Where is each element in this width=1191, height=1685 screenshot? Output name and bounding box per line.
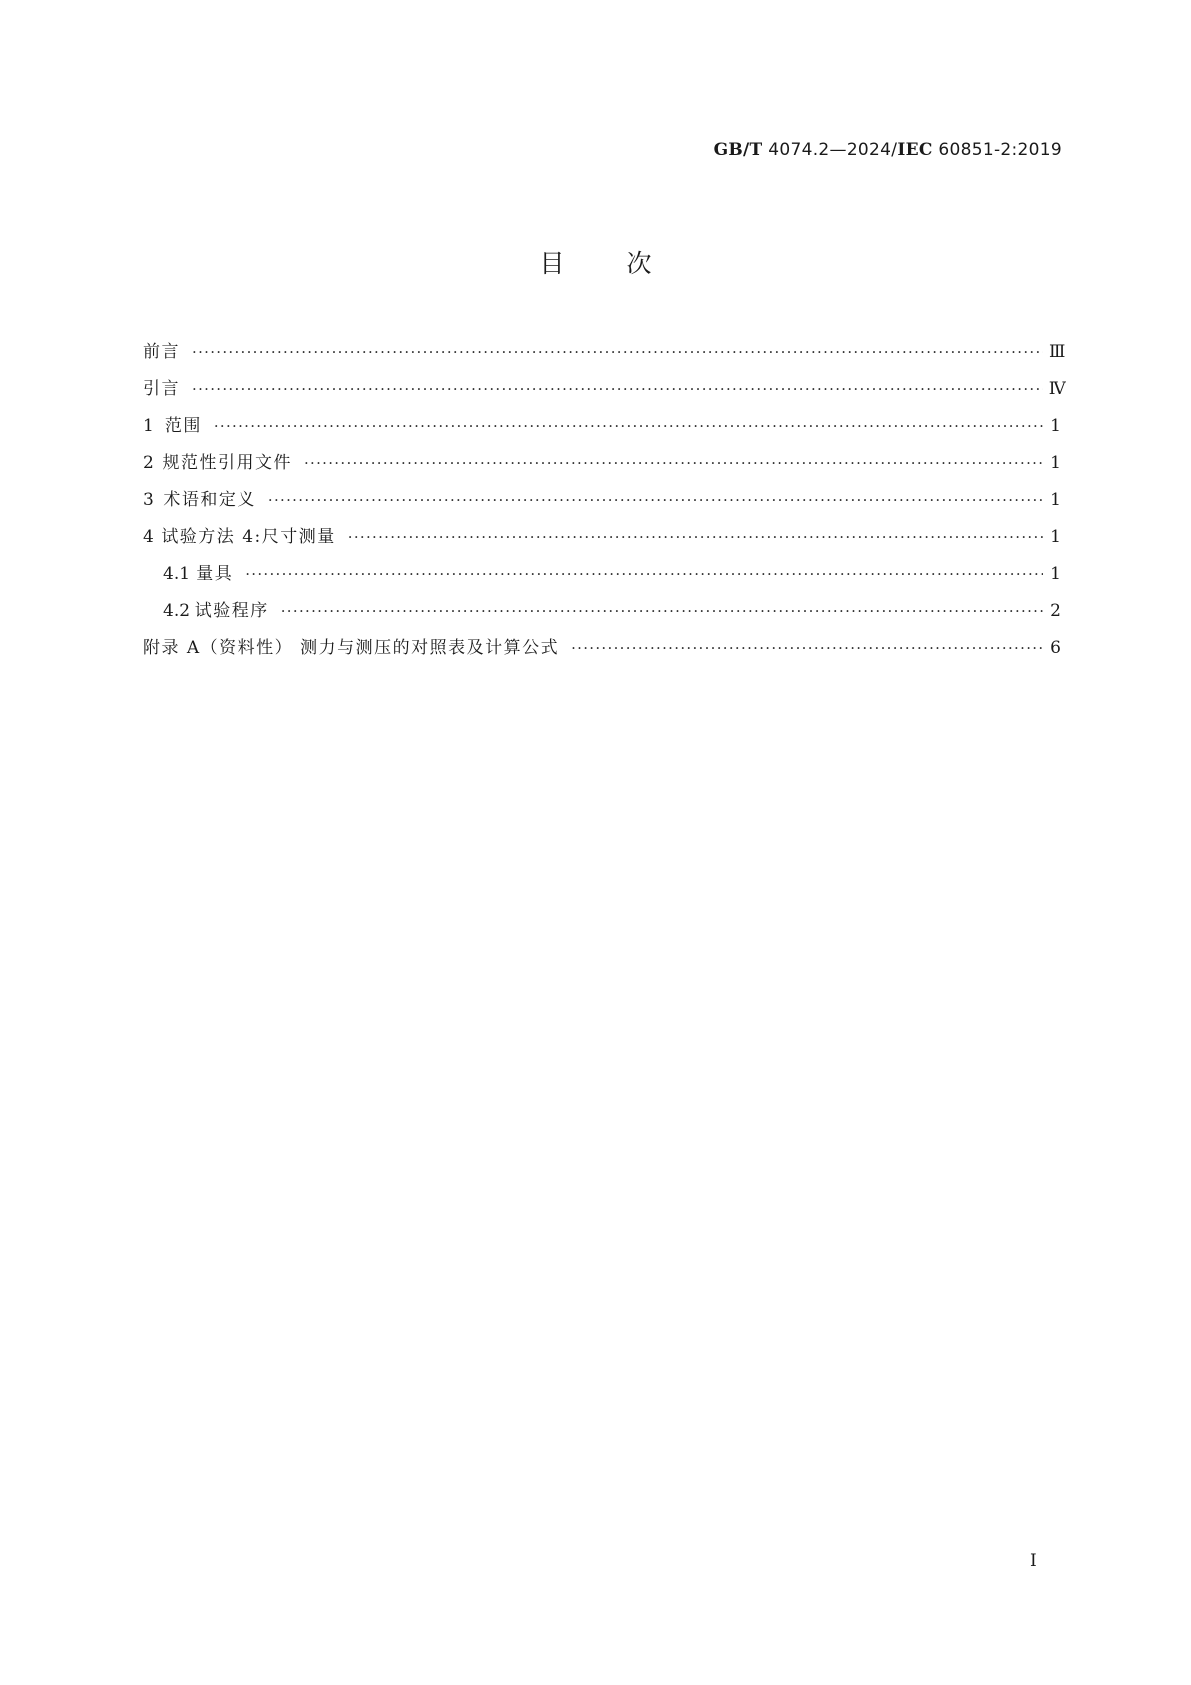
toc-entry[interactable] bbox=[143, 451, 1061, 488]
toc-title: 目次 bbox=[539, 249, 714, 278]
toc-entry-label: 术语和定义 bbox=[163, 490, 256, 510]
toc-leader-dots bbox=[304, 451, 1043, 475]
toc-entry-number: 2 bbox=[143, 453, 154, 473]
toc-entry-label: 量具 bbox=[196, 564, 234, 584]
toc-entry-number: 4.2 bbox=[163, 601, 191, 621]
toc-entry[interactable] bbox=[143, 488, 1061, 525]
toc-entry-number: 4.1 bbox=[163, 564, 191, 584]
toc-entry-label: 引言 bbox=[143, 379, 180, 399]
toc-entry-page: 1 bbox=[1050, 453, 1061, 473]
toc-entry-label: 前言 bbox=[143, 342, 180, 362]
toc-entry[interactable] bbox=[143, 562, 1061, 599]
iec-prefix: IEC bbox=[897, 140, 933, 160]
toc-entry-label: 试验方法 4:尺寸测量 bbox=[161, 527, 336, 547]
toc-leader-dots bbox=[571, 636, 1043, 660]
toc-entry-page: 1 bbox=[1050, 527, 1061, 547]
toc-leader-dots bbox=[268, 488, 1043, 512]
toc-entry-page: 2 bbox=[1050, 601, 1061, 621]
standard-code bbox=[714, 140, 1062, 160]
toc-leader-dots bbox=[214, 414, 1043, 438]
toc-entry[interactable] bbox=[143, 377, 1066, 414]
toc-leader-dots bbox=[192, 377, 1043, 401]
std-prefix: GB/T bbox=[713, 140, 763, 160]
toc-entry-page: Ⅲ bbox=[1049, 342, 1066, 362]
toc-entry-label: 试验程序 bbox=[194, 601, 269, 621]
page-number: I bbox=[1030, 1551, 1037, 1571]
toc-entry-number: 3 bbox=[143, 490, 154, 510]
toc-entry[interactable] bbox=[143, 599, 1061, 636]
std-number: 4074.2—2024/ bbox=[768, 140, 898, 160]
toc-leader-dots bbox=[348, 525, 1043, 549]
toc-entry-label: 规范性引用文件 bbox=[162, 453, 292, 473]
toc-entry-page: 1 bbox=[1050, 490, 1061, 510]
toc-leader-dots bbox=[192, 340, 1043, 364]
toc-entry-number: 4 bbox=[143, 527, 154, 547]
toc-entry-label: 附录 A（资料性） 测力与测压的对照表及计算公式 bbox=[143, 638, 560, 658]
toc-entry[interactable] bbox=[143, 414, 1061, 451]
toc-leader-dots bbox=[245, 562, 1043, 586]
toc-entry-page: 6 bbox=[1050, 638, 1061, 658]
toc-leader-dots bbox=[281, 599, 1043, 623]
toc-entry[interactable] bbox=[143, 636, 1061, 673]
toc-entry[interactable] bbox=[143, 525, 1061, 562]
toc-entry-number: 1 bbox=[143, 416, 154, 436]
toc-entry-page: 1 bbox=[1050, 564, 1061, 584]
toc-entry-label: 范围 bbox=[164, 416, 202, 436]
toc-entry[interactable] bbox=[143, 340, 1066, 377]
toc-entry-page: Ⅳ bbox=[1048, 379, 1066, 399]
iec-number: 60851-2:2019 bbox=[938, 140, 1062, 160]
toc-entry-page: 1 bbox=[1050, 416, 1061, 436]
table-of-contents bbox=[143, 340, 1066, 673]
